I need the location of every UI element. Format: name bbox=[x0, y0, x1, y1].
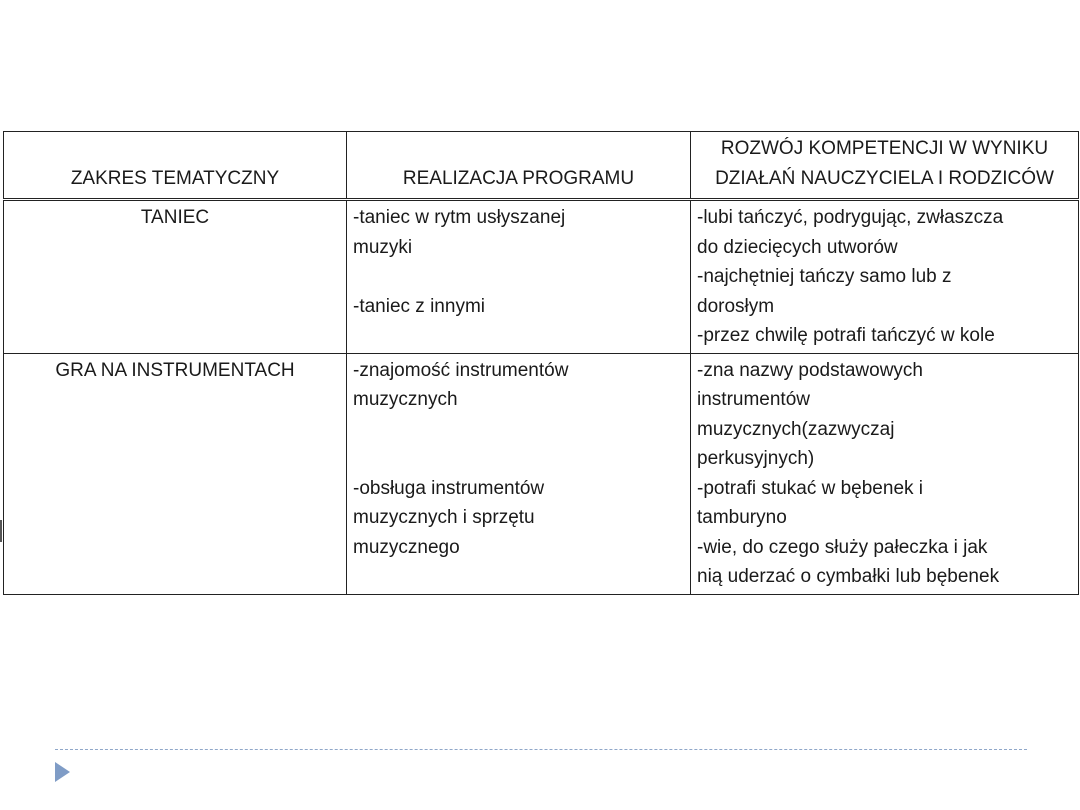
header-rozwoj bbox=[691, 132, 1079, 200]
blank-line bbox=[353, 415, 684, 445]
topic-cell bbox=[4, 200, 347, 354]
header-line: DZIAŁAŃ NAUCZYCIELA I RODZICÓW bbox=[715, 168, 1054, 189]
header-line: REALIZACJA PROGRAMU bbox=[402, 168, 635, 189]
topic-text: TANIEC bbox=[140, 207, 210, 228]
rozwoj-line: tamburyno bbox=[697, 507, 787, 528]
header-zakres bbox=[4, 132, 347, 200]
rozwoj-line: -najchętniej tańczy samo lub z bbox=[697, 266, 952, 287]
realizacja-line: -taniec w rytm usłyszanej bbox=[353, 207, 566, 228]
header-line: ROZWÓJ KOMPETENCJI W WYNIKU bbox=[720, 138, 1049, 159]
realizacja-line: muzyki bbox=[353, 236, 413, 258]
table-row-instrumenty bbox=[4, 353, 1079, 594]
rozwoj-line: -przez chwilę potrafi tańczyć w kole bbox=[697, 325, 995, 346]
rozwoj-cell bbox=[691, 353, 1079, 594]
side-mark bbox=[0, 520, 2, 542]
realizacja-line: muzycznych bbox=[353, 389, 458, 410]
rozwoj-line: -potrafi stukać w bębenek i bbox=[697, 477, 924, 499]
rozwoj-line: -zna nazwy podstawowych bbox=[697, 359, 923, 381]
triangle-bullet-icon bbox=[55, 762, 70, 782]
realizacja-line: -taniec z innymi bbox=[353, 295, 485, 317]
realizacja-line: -obsługa instrumentów bbox=[353, 477, 545, 499]
footer-divider bbox=[55, 749, 1027, 750]
realizacja-cell bbox=[347, 200, 691, 354]
rozwoj-line: -lubi tańczyć, podrygując, zwłaszcza bbox=[697, 207, 1004, 228]
rozwoj-line: -wie, do czego służy pałeczka i jak bbox=[697, 536, 988, 558]
table-row-taniec bbox=[4, 200, 1079, 354]
table-body bbox=[4, 200, 1079, 595]
rozwoj-line: perkusyjnych) bbox=[697, 448, 815, 469]
rozwoj-line: nią uderzać o cymbałki lub bębenek bbox=[697, 566, 1000, 587]
table-header bbox=[4, 132, 1079, 200]
topic-text: GRA NA INSTRUMENTACH bbox=[55, 359, 295, 381]
rozwoj-cell bbox=[691, 200, 1079, 354]
rozwoj-line: instrumentów bbox=[697, 389, 810, 410]
program-table bbox=[3, 131, 1079, 595]
blank-line bbox=[353, 444, 684, 474]
header-line: ZAKRES TEMATYCZNY bbox=[70, 168, 280, 189]
blank-line bbox=[353, 262, 684, 292]
rozwoj-line: dorosłym bbox=[697, 295, 775, 317]
header-realizacja bbox=[347, 132, 691, 200]
rozwoj-line: do dziecięcych utworów bbox=[697, 236, 898, 258]
realizacja-line: -znajomość instrumentów bbox=[353, 359, 569, 381]
rozwoj-line: muzycznych(zazwyczaj bbox=[697, 418, 895, 440]
realizacja-line: muzycznego bbox=[353, 536, 460, 558]
program-table-wrapper bbox=[3, 131, 1078, 595]
realizacja-cell bbox=[347, 353, 691, 594]
realizacja-line: muzycznych i sprzętu bbox=[353, 507, 535, 528]
header-row bbox=[4, 132, 1079, 200]
topic-cell bbox=[4, 353, 347, 594]
